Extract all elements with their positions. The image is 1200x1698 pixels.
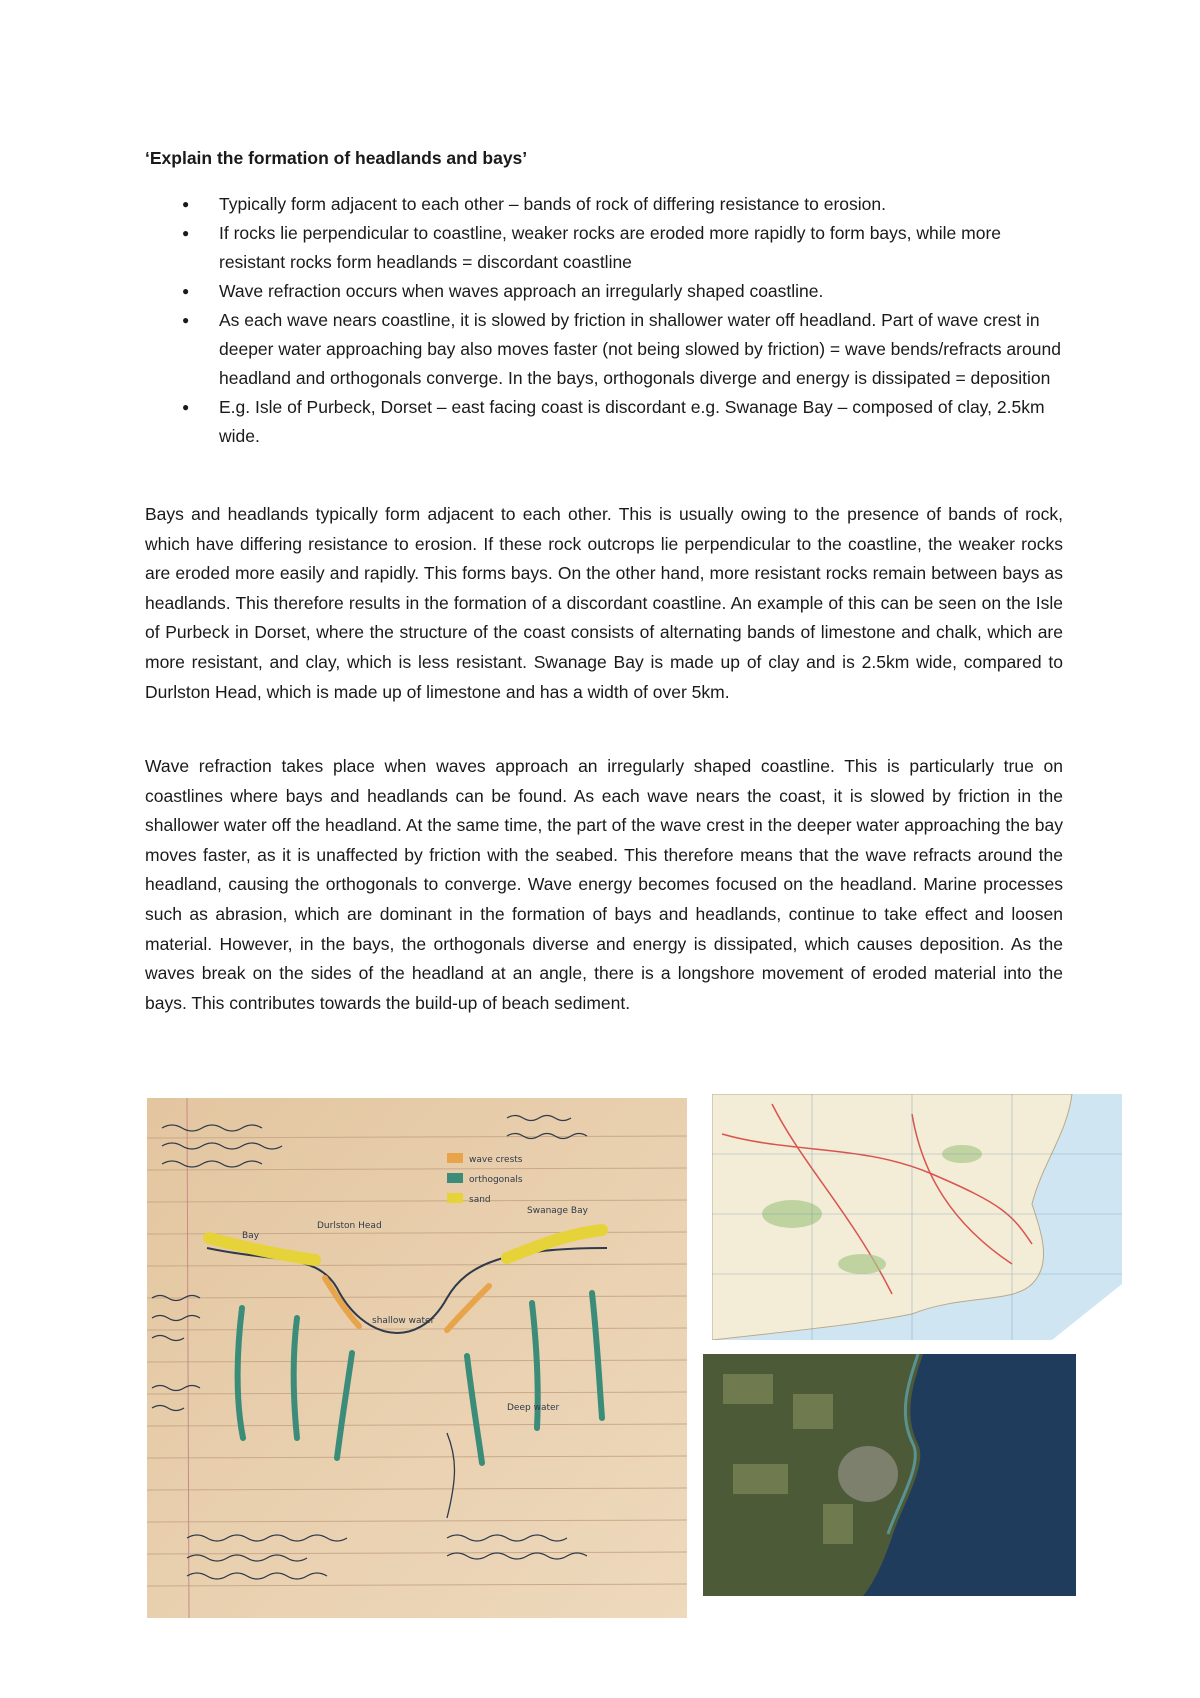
paragraph-wave-refraction: Wave refraction takes place when waves approach an irregularly shaped coastline. This is particularly true on coastlines where bays and headlands can be found. As each wave nears the coast, it is slowed by friction in the shallower water off the headland. At the same time, the part of the wave crest in the deeper water approaching the bay moves faster, as it is unaffected by friction with the seabed. This therefore means that the wave refracts around the headland, causing the orthogonals to converge. Wave energy becomes focused on the headland. Marine processes such as abrasion, which are dominant in the formation of bays and headlands, continue to take effect and loosen material. However, in the bays, the orthogonals diverse and energy is dissipated, which causes deposition. As the waves break on the sides of the headland at an angle, there is a longshore movement of eroded material into the bays. This contributes towards the build-up of beach sediment. bbox=[145, 756, 1063, 1013]
paper-background bbox=[147, 1098, 687, 1618]
label-shallow-water: shallow water bbox=[372, 1316, 435, 1326]
paragraph-headlands-bays: Bays and headlands typically form adjacent to each other. This is usually owing to the presence of bands of rock, which have differing resistance to erosion. If these rock outcrops lie perpendicular to the coastline, the weaker rocks are eroded more easily and rapidly. This forms bays. On the other hand, more resistant rocks remain between bays as headlands. This therefore results in the formation of a discordant coastline. An example of this can be seen on the Isle of Purbeck in Dorset, where the structure of the coast consists of alternating bands of limestone and chalk, which are more resistant, and clay, which is less resistant. Swanage Bay is made up of clay and is 2.5km wide, compared to Durlston Head, which is made up of limestone and has a width of over 5km. bbox=[145, 504, 1063, 702]
map-drawing bbox=[712, 1094, 1122, 1340]
bullet-item: ● As each wave nears coastline, it is slowed by friction in shallower water off headland. Part of wave crest in deeper water approaching bay also moves faster (not being slowed by friction) = wave bends/refracts around headland and orthogonals converge. In the bays, orthogonals diverge and energy is dissipated = deposition bbox=[145, 306, 1065, 393]
legend-swatch-orange bbox=[447, 1153, 463, 1163]
ordnance-survey-map-image bbox=[712, 1094, 1122, 1340]
bullet-item: ● Wave refraction occurs when waves approach an irregularly shaped coastline. bbox=[145, 277, 1065, 306]
satellite-town bbox=[838, 1446, 898, 1502]
legend-label-sand: sand bbox=[469, 1195, 491, 1205]
essay-title: ‘Explain the formation of headlands and bays’ bbox=[145, 148, 528, 168]
label-durlston-head: Durlston Head bbox=[317, 1221, 382, 1231]
label-swanage-bay: Swanage Bay bbox=[527, 1206, 588, 1216]
label-deep-water: Deep water bbox=[507, 1403, 560, 1413]
bullet-item: ● If rocks lie perpendicular to coastline, weaker rocks are eroded more rapidly to form bays, while more resistant rocks form headlands = discordant coastline bbox=[145, 219, 1065, 277]
legend-swatch-teal bbox=[447, 1173, 463, 1183]
sketch-drawing bbox=[147, 1098, 687, 1618]
satellite-image bbox=[703, 1354, 1076, 1596]
hand-drawn-diagram-photo bbox=[147, 1098, 687, 1618]
legend-label-orthogonals: orthogonals bbox=[469, 1175, 523, 1185]
legend-swatch-yellow bbox=[447, 1193, 463, 1203]
legend-label-crests: wave crests bbox=[469, 1155, 523, 1165]
bullet-item: ● Typically form adjacent to each other – bands of rock of differing resistance to erosion. bbox=[145, 190, 1065, 219]
bullet-item: ● E.g. Isle of Purbeck, Dorset – east facing coast is discordant e.g. Swanage Bay – composed of clay, 2.5km wide. bbox=[145, 393, 1065, 451]
summary-bullet-list bbox=[145, 190, 1065, 451]
label-bay: Bay bbox=[242, 1231, 260, 1241]
satellite-drawing bbox=[703, 1354, 1076, 1596]
